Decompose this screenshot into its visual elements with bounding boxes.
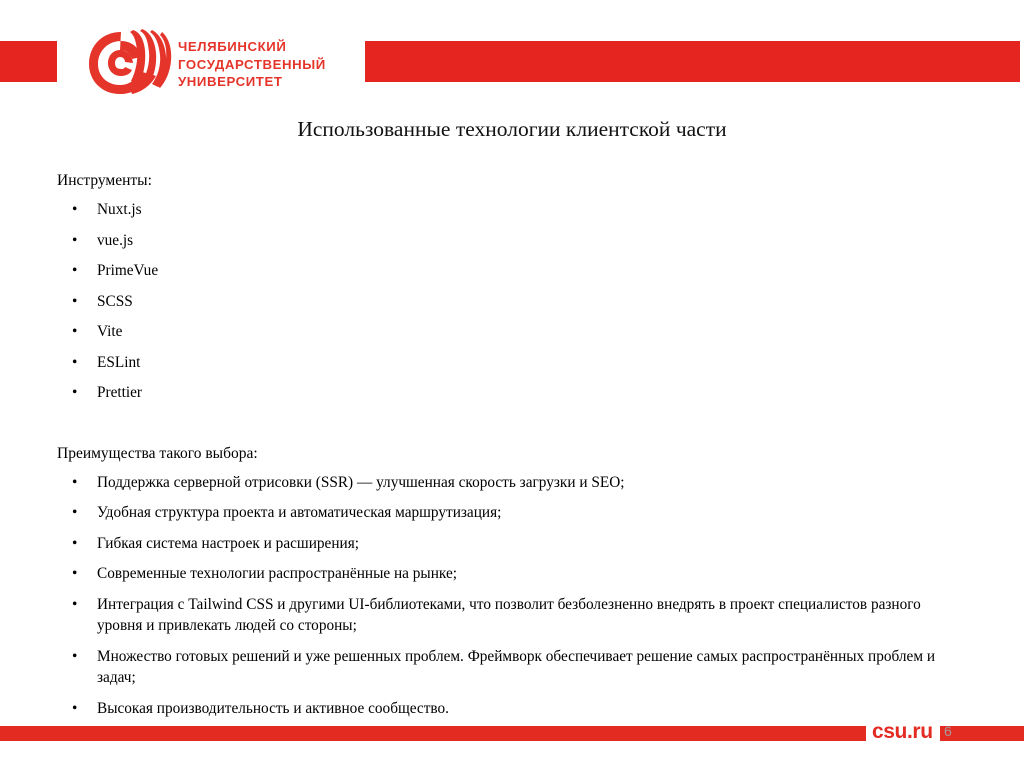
list-item-label: Nuxt.js: [97, 201, 142, 218]
bullet-icon: •: [72, 595, 78, 613]
bullet-icon: •: [72, 323, 78, 340]
list-item: [57, 698, 987, 720]
list-item-label: Гибкая система настроек и расширения;: [97, 534, 359, 552]
list-item: [57, 563, 987, 585]
list-item: [57, 594, 987, 637]
advantages-list: [57, 472, 987, 720]
list-item-label: Удобная структура проекта и автоматическая маршрутизация;: [97, 504, 502, 521]
bullet-icon: •: [72, 699, 78, 717]
list-item-label: PrimeVue: [97, 262, 159, 279]
slide-header: [0, 0, 1024, 110]
list-item-label: SCSS: [97, 292, 133, 310]
list-item-label: ESLint: [97, 353, 141, 371]
bullet-icon: •: [72, 384, 78, 401]
list-item-label: Поддержка серверной отрисовки (SSR) — улучшенная скорость загрузки и SEO;: [97, 473, 625, 491]
list-item: [57, 260, 987, 282]
footer-brand-link[interactable]: csu.ru: [872, 720, 933, 743]
list-item: [57, 291, 987, 313]
section-spacer: [57, 413, 987, 443]
footer-accent-bar-left: [0, 726, 866, 741]
footer-accent-bar-right: [940, 726, 1024, 741]
tools-heading: Инструменты:: [57, 172, 152, 189]
slide-title: Использованные технологии клиентской части: [297, 117, 727, 141]
slide-footer: [0, 720, 1024, 767]
list-item: [57, 646, 987, 689]
bullet-icon: •: [72, 647, 78, 665]
list-item: [57, 502, 987, 524]
bullet-icon: •: [72, 353, 78, 371]
bullet-icon: •: [72, 534, 78, 552]
bullet-icon: •: [72, 201, 78, 218]
bullet-icon: •: [72, 504, 78, 521]
list-item: [57, 352, 987, 374]
university-logo: [86, 24, 361, 104]
list-item: [57, 321, 987, 343]
header-accent-bar-left: [0, 41, 57, 82]
list-item-label: vue.js: [97, 231, 134, 249]
university-name: [178, 38, 326, 91]
header-accent-bar-right: [365, 41, 1020, 82]
bullet-icon: •: [72, 262, 78, 279]
slide-body: [57, 170, 987, 728]
page-number: 6: [944, 723, 952, 739]
list-item: [57, 230, 987, 252]
list-item-label: Vite: [97, 323, 123, 340]
university-name-line-1: ЧЕЛЯБИНСКИЙ: [178, 39, 287, 54]
list-item-label: Интеграция с Tailwind CSS и другими UI-библиотеками, что позволит безболезненно внедрять в проект специалистов разного уровня и привлекать людей со стороны;: [97, 595, 921, 634]
advantages-heading: Преимущества такого выбора:: [57, 444, 258, 462]
tools-list: [57, 199, 987, 404]
list-item: [57, 533, 987, 555]
bullet-icon: •: [72, 292, 78, 310]
university-name-line-2: ГОСУДАРСТВЕННЫЙ: [178, 56, 326, 72]
csu-shell-spiral-logo-icon: [86, 26, 172, 100]
list-item-label: Prettier: [97, 384, 143, 401]
bullet-icon: •: [72, 565, 78, 582]
list-item-label: Современные технологии распространённые на рынке;: [97, 565, 457, 582]
bullet-icon: •: [72, 473, 78, 491]
list-item: [57, 382, 987, 404]
list-item: [57, 472, 987, 494]
list-item: [57, 199, 987, 221]
list-item-label: Высокая производительность и активное сообщество.: [97, 699, 449, 717]
bullet-icon: •: [72, 231, 78, 249]
university-name-line-3: УНИВЕРСИТЕТ: [178, 74, 283, 89]
list-item-label: Множество готовых решений и уже решенных проблем. Фреймворк обеспечивает решение самых распространённых проблем и задач;: [97, 647, 936, 686]
